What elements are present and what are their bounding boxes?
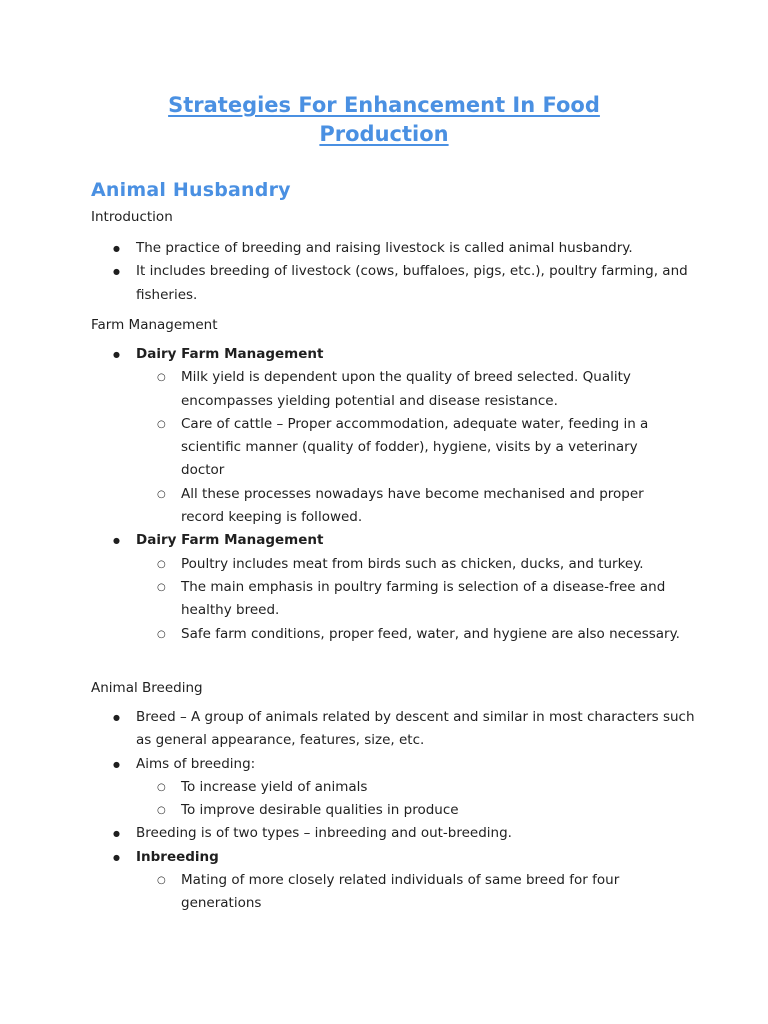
- list-item-text: Poultry includes meat from birds such as chicken, ducks, and turkey.: [181, 555, 644, 572]
- circle-bullet-icon: ○: [157, 488, 166, 500]
- list-item-text: The practice of breeding and raising livestock is called animal husbandry.: [136, 240, 633, 256]
- list-item-text: Dairy Farm Management: [136, 346, 324, 362]
- bullet-icon: ●: [113, 829, 120, 839]
- list-item-text: Inbreeding: [136, 848, 219, 865]
- bullet-icon: ●: [113, 759, 120, 769]
- circle-bullet-icon: ○: [157, 875, 166, 887]
- subheading-animal-breeding: Animal Breeding: [91, 680, 203, 696]
- list-item-text: The main emphasis in poultry farming is selection of a disease-free and healthy breed.: [181, 578, 666, 619]
- list-item-text: To improve desirable qualities in produce: [181, 802, 459, 819]
- bullet-icon: ●: [113, 244, 120, 253]
- list-item-text: Aims of breeding:: [136, 755, 256, 772]
- list-item-text: Dairy Farm Management: [136, 532, 324, 549]
- circle-bullet-icon: ○: [157, 628, 166, 640]
- list-item-inbreeding: [0, 846, 696, 869]
- list-item: [0, 237, 696, 260]
- document-title: [120, 91, 648, 149]
- circle-bullet-icon: ○: [157, 418, 166, 430]
- list-item: [0, 822, 696, 845]
- list-item-text: Mating of more closely related individuals of same breed for four generations: [181, 872, 620, 912]
- list-item-dairy-farm-management: [0, 529, 696, 552]
- list-item-text: All these processes nowadays have become mechanised and proper record keeping is followed.: [181, 485, 644, 526]
- sub-list-item: [0, 799, 681, 822]
- bullet-icon: ●: [113, 267, 120, 277]
- farm-management-list: [0, 343, 768, 646]
- list-item-text: Milk yield is dependent upon the quality of breed selected. Quality encompasses yielding potential and disease resistance.: [181, 369, 631, 409]
- list-item-dairy-farm-management: [0, 343, 696, 366]
- introduction-list: [0, 237, 768, 307]
- bullet-icon: ●: [113, 350, 120, 359]
- sub-list-item: [0, 776, 681, 799]
- list-item: [0, 706, 696, 753]
- subheading-farm-management: Farm Management: [91, 317, 218, 333]
- subheading-introduction: Introduction: [91, 209, 173, 225]
- circle-bullet-icon: ○: [157, 372, 166, 384]
- circle-bullet-icon: ○: [157, 781, 166, 793]
- list-item-text: Breeding is of two types – inbreeding and out-breeding.: [136, 825, 512, 842]
- circle-bullet-icon: ○: [157, 581, 166, 593]
- section-heading-animal-husbandry: Animal Husbandry: [91, 179, 291, 201]
- sub-list-item: [0, 413, 681, 483]
- bullet-icon: ●: [113, 536, 120, 546]
- list-item: [0, 753, 696, 776]
- list-item-text: It includes breeding of livestock (cows, buffaloes, pigs, etc.), poultry farming, and fisheries.: [136, 263, 688, 303]
- sub-list-item: [0, 483, 681, 530]
- list-item-text: Safe farm conditions, proper feed, water, and hygiene are also necessary.: [181, 625, 680, 642]
- bullet-icon: ●: [113, 713, 120, 722]
- sub-list-item: [0, 869, 681, 916]
- circle-bullet-icon: ○: [157, 805, 166, 817]
- list-item-text: Breed – A group of animals related by descent and similar in most characters such as general appearance, features, size, etc.: [136, 709, 695, 749]
- sub-list-item: [0, 366, 681, 413]
- list-item-text: To increase yield of animals: [181, 778, 368, 795]
- document-title-text: Strategies For Enhancement In Food Production: [168, 93, 600, 146]
- sub-list-item: [0, 576, 681, 623]
- list-item: [0, 260, 696, 307]
- circle-bullet-icon: ○: [157, 558, 166, 570]
- list-item-text: Care of cattle – Proper accommodation, adequate water, feeding in a scientific manner (quality of fodder), hygiene, visits by a veterinary doctor: [181, 415, 649, 479]
- animal-breeding-list: [0, 706, 768, 916]
- sub-list-item: [0, 553, 681, 576]
- sub-list-item: [0, 623, 681, 646]
- bullet-icon: ●: [113, 852, 120, 862]
